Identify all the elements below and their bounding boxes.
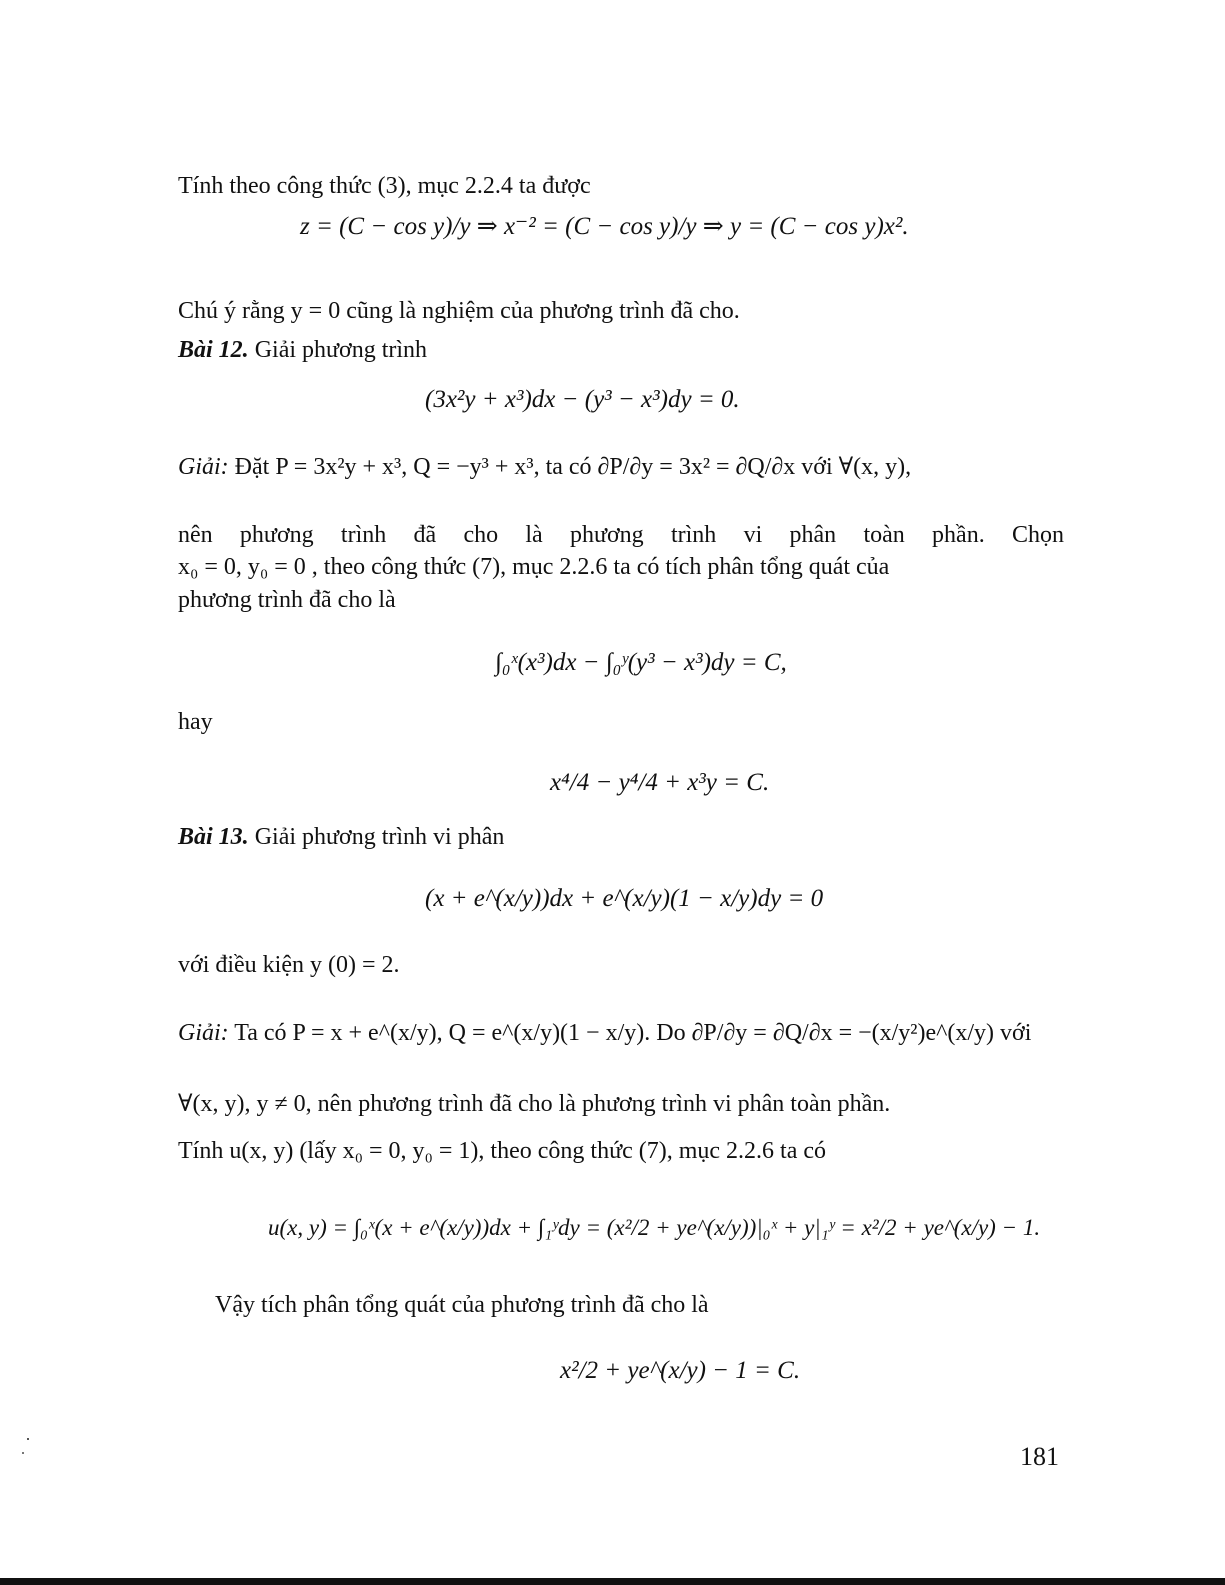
exercise-title: Giải phương trình vi phân <box>248 824 505 850</box>
solution-label: Giải: <box>178 1020 229 1046</box>
text-line: hay <box>178 709 213 735</box>
solution-text: Đặt P = 3x²y + x³, Q = −y³ + x³, ta có ∂P/∂y = 3x² = ∂Q/∂x với ∀(x, y), <box>228 454 912 480</box>
scan-bottom-edge <box>0 1578 1225 1585</box>
exercise-heading <box>178 822 504 852</box>
solution-label: Giải: <box>178 454 229 480</box>
text-line: với điều kiện y (0) = 2. <box>178 952 400 978</box>
solution-line <box>178 452 911 482</box>
exercise-label: Bài 12. <box>178 337 249 363</box>
solution-line <box>178 1018 1031 1048</box>
text-line: phương trình đã cho là <box>178 587 396 613</box>
equation-2: (3x²y + x³)dx − (y³ − x³)dy = 0. <box>425 386 740 413</box>
exercise-heading <box>178 335 427 365</box>
equation-7: x²/2 + ye^(x/y) − 1 = C. <box>560 1357 801 1384</box>
exercise-label: Bài 13. <box>178 824 249 850</box>
text-line: nên phương trình đã cho là phương trình vi phân toàn phần. Chọn <box>178 522 1064 548</box>
equation-5: (x + e^(x/y))dx + e^(x/y)(1 − x/y)dy = 0 <box>425 885 824 912</box>
scan-speck <box>27 1438 29 1440</box>
text-line: Chú ý rằng y = 0 cũng là nghiệm của phương trình đã cho. <box>178 298 740 324</box>
page-number: 181 <box>1020 1442 1059 1471</box>
equation-4: x⁴/4 − y⁴/4 + x³y = C. <box>550 769 770 796</box>
equation-3: ∫₀ˣ(x³)dx − ∫₀ʸ(y³ − x³)dy = C, <box>495 649 787 676</box>
eq-text: z = (C − cos y)/y ⇒ x⁻² = (C − cos y)/y ⇒ y = (C − cos y)x². <box>300 213 909 240</box>
text-line: Tính theo công thức (3), mục 2.2.4 ta được <box>178 173 591 199</box>
text-line: Vậy tích phân tổng quát của phương trình đã cho là <box>215 1292 709 1318</box>
equation-1 <box>300 212 909 242</box>
text-line: Tính u(x, y) (lấy x₀ = 0, y₀ = 1), theo công thức (7), mục 2.2.6 ta có <box>178 1138 826 1164</box>
equation-6: u(x, y) = ∫₀ˣ(x + e^(x/y))dx + ∫₁ʸdy = (x²/2 + ye^(x/y))|₀ˣ + y|₁ʸ = x²/2 + ye^(x/y) − 1. <box>268 1215 1041 1240</box>
scan-speck <box>22 1452 24 1454</box>
text-line: ∀(x, y), y ≠ 0, nên phương trình đã cho là phương trình vi phân toàn phần. <box>178 1091 891 1117</box>
exercise-title: Giải phương trình <box>248 337 428 363</box>
text-line: x₀ = 0, y₀ = 0 , theo công thức (7), mục 2.2.6 ta có tích phân tổng quát của <box>178 554 890 580</box>
solution-text: Ta có P = x + e^(x/y), Q = e^(x/y)(1 − x/y). Do ∂P/∂y = ∂Q/∂x = −(x/y²)e^(x/y) với <box>228 1020 1032 1046</box>
